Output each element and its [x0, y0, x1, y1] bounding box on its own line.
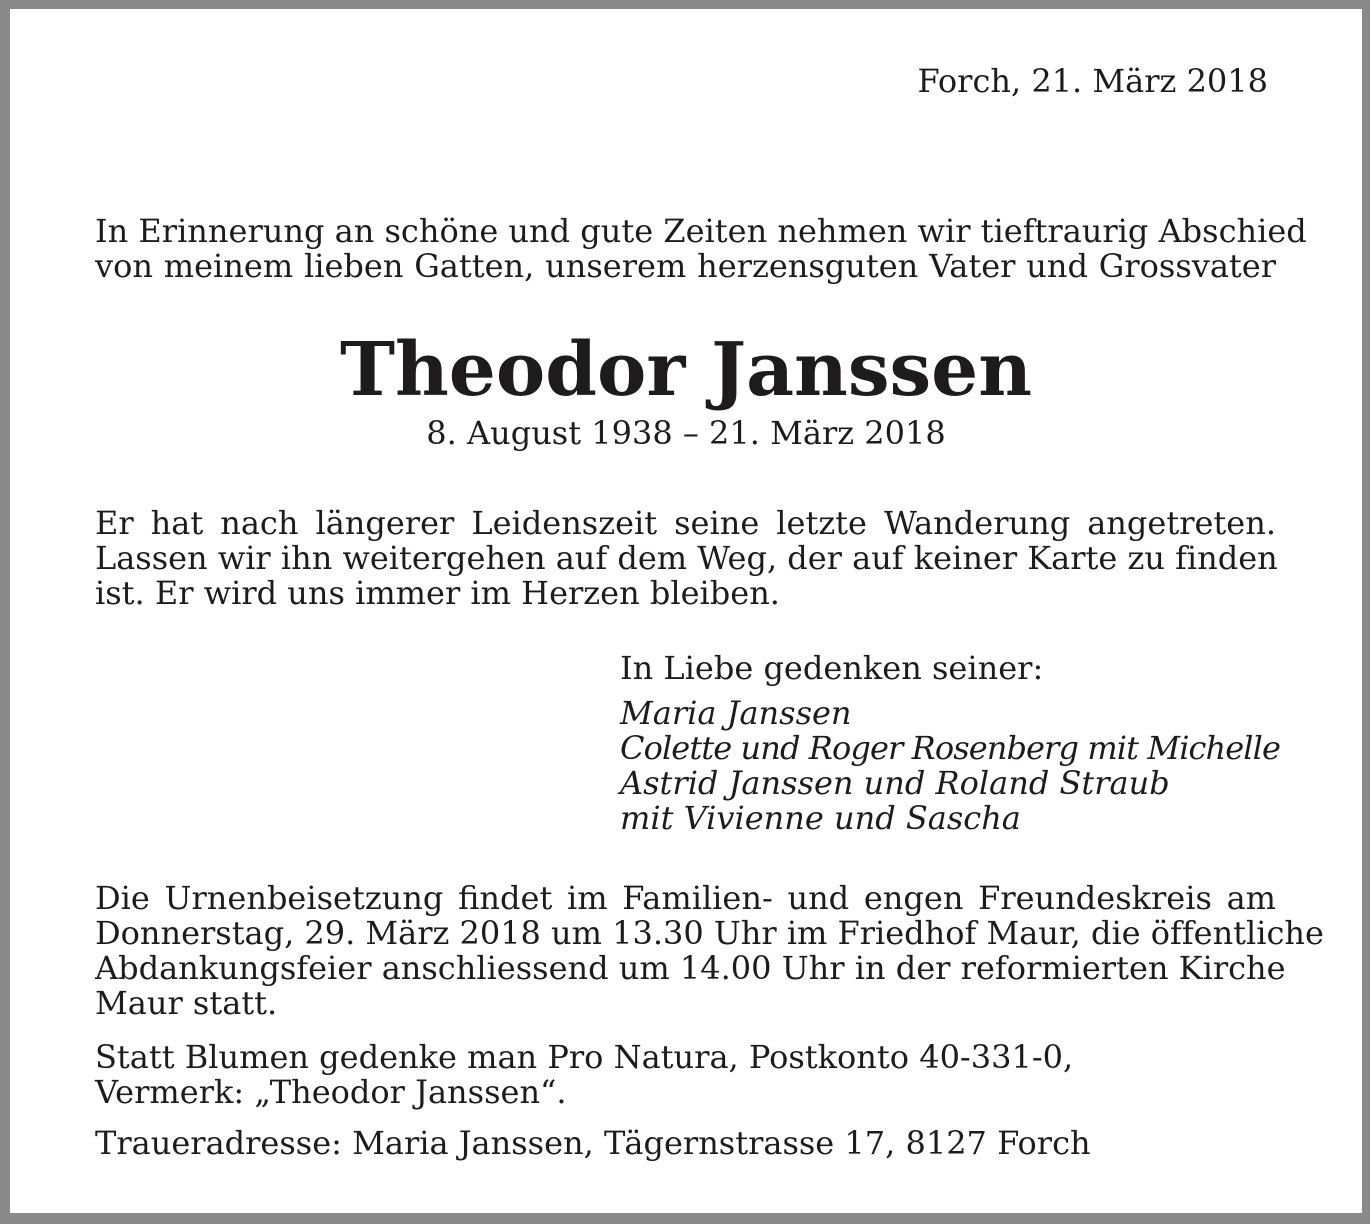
- tribute-line: ist. Er wird uns immer im Herzen bleiben.: [95, 574, 780, 612]
- intro-line: von meinem lieben Gatten, unserem herzensguten Vater und Grossvater: [95, 247, 1276, 285]
- tribute-line: Er hat nach längerer Leidenszeit seine letzte Wanderung angetreten.: [95, 504, 1276, 542]
- mourner-name: Colette und Roger Rosenberg mit Michelle: [620, 729, 1281, 767]
- intro-line: In Erinnerung an schöne und gute Zeiten nehmen wir tieftraurig Abschied: [95, 212, 1307, 250]
- tribute-line: Lassen wir ihn weitergehen auf dem Weg, der auf keiner Karte zu finden: [95, 539, 1278, 577]
- tribute-text: [95, 506, 1276, 611]
- ceremony-line: Die Urnenbeisetzung findet im Familien- und engen Freundeskreis am: [95, 879, 1276, 917]
- obituary-notice: [10, 9, 1362, 1213]
- intro-text: [95, 212, 1307, 285]
- ceremony-line: Maur statt.: [95, 984, 278, 1022]
- deceased-name: Theodor Janssen: [339, 327, 1033, 413]
- life-dates: 8. August 1938 – 21. März 2018: [426, 414, 946, 452]
- donation-line: Statt Blumen gedenke man Pro Natura, Postkonto 40-331-0,: [95, 1038, 1074, 1076]
- mourners-intro: In Liebe gedenken seiner:: [620, 649, 1044, 687]
- mourner-name: Maria Janssen: [620, 694, 852, 732]
- donation-text: [95, 1040, 1276, 1110]
- mourning-address: [95, 1126, 1276, 1161]
- ceremony-text: [95, 879, 1324, 1022]
- address-line: Traueradresse: Maria Janssen, Tägernstrasse 17, 8127 Forch: [95, 1124, 1091, 1162]
- ceremony-line: Abdankungsfeier anschliessend um 14.00 Uhr in der reformierten Kirche: [95, 949, 1286, 987]
- mourner-name: Astrid Janssen und Roland Straub: [620, 764, 1170, 802]
- mourner-name: mit Vivienne und Sascha: [620, 799, 1021, 837]
- donation-line: Vermerk: „Theodor Janssen“.: [95, 1073, 567, 1111]
- ceremony-line: Donnerstag, 29. März 2018 um 13.30 Uhr im Friedhof Maur, die öffentliche: [95, 914, 1324, 952]
- place-date: Forch, 21. März 2018: [917, 62, 1268, 100]
- mourners-block: [620, 651, 1280, 836]
